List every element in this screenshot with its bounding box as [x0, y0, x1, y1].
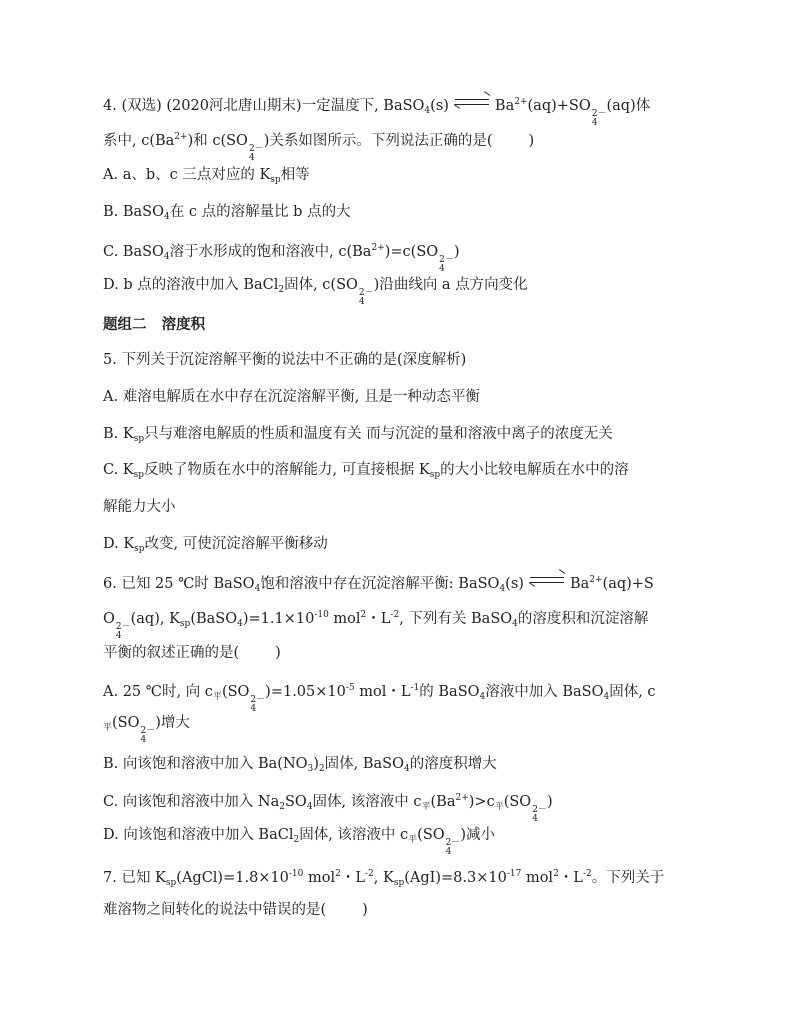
group-heading: 题组二 溶度积 — [103, 317, 206, 333]
q6-option-d: D. 向该饱和溶液中加入 BaCl$_2$固体, 该溶液中 $c_平(SO$ 2－ 4 )减小 — [103, 827, 496, 857]
q6-stem-line3: 平衡的叙述正确的是( ) — [103, 645, 281, 661]
q5-option-d: D. $K_{sp}$改变, 可使沉淀溶解平衡移动 — [103, 536, 328, 554]
equilibrium-arrow-icon — [455, 96, 489, 108]
q6-option-a-cont: $_平$(SO 2－ 4 )增大 — [103, 715, 190, 745]
q6-option-c: C. 向该饱和溶液中加入 $Na_2SO_4$固体, 该溶液中 $c_平(Ba^{2+})>c_平(SO$ 2－ 4 ) — [103, 793, 553, 824]
q4-stem-line2: 系中, $c(Ba^{2+})$和 c(SO 2－ 4 )关系如图所示。下列说法正确的是( ) — [103, 132, 535, 163]
q5-stem: 5. 下列关于沉淀溶解平衡的说法中不正确的是(深度解析) — [103, 352, 467, 368]
q6-stem-line2: O 2－ 4 (aq), $K_{sp}(BaSO_4)=1.1\times 10^{-10}$ mol$^2$・$L^{-2}$, 下列有关 BaSO$_4$的溶度积和沉淀溶解 — [103, 610, 649, 641]
q6-option-b: B. 向该饱和溶液中加入 $Ba(NO_3)_2$固体, BaSO$_4$的溶度积增大 — [103, 756, 497, 774]
q7-stem-line1: 7. 已知 $K_{sp}(AgCl)=1.8\times 10^{-10}$ mol$^2$・$L^{-2}$, $K_{sp}(AgI)=8.3\times 10^{-17}$ mol$^2$・$L^{-2}$。下列关于 — [103, 869, 665, 888]
q5-option-c-cont: 解能力大小 — [103, 499, 176, 515]
q6-stem-line1: 6. 已知 25 ℃时 BaSO$_4$饱和溶液中存在沉淀溶解平衡: BaSO$_4$(s) $Ba^{2+}(aq)+S$ — [103, 570, 734, 599]
q4-stem-line1: 4. (双选) (2020河北唐山期末)一定温度下, BaSO$_4$(s) $Ba^{2+}(aq)+SO$ 2－ 4 (aq)体 — [103, 92, 734, 128]
q5-option-a: A. 难溶电解质在水中存在沉淀溶解平衡, 且是一种动态平衡 — [103, 389, 480, 405]
q7-stem-line2: 难溶物之间转化的说法中错误的是( ) — [103, 902, 368, 918]
q6-option-a: A. 25 ℃时, 向 $c_平(SO$ 2－ 4 )$=1.05\times 10^{-5}$ mol・$L^{-1}$的 BaSO$_4$溶液中加入 BaSO$_4$固体, c — [103, 683, 656, 714]
q4-option-b: B. BaSO$_4$在 c 点的溶解量比 b 点的大 — [103, 204, 351, 222]
q5-option-b: B. $K_{sp}$只与难溶电解质的性质和温度有关 而与沉淀的量和溶液中离子的浓度无关 — [103, 426, 613, 444]
q4-option-a: A. a、b、c 三点对应的 $K_{sp}$相等 — [103, 167, 310, 185]
q5-option-c: C. $K_{sp}$反映了物质在水中的溶解能力, 可直接根据 $K_{sp}$的大小比较电解质在水中的溶 — [103, 462, 629, 480]
equilibrium-arrow-icon — [530, 574, 564, 586]
q4-option-c: C. BaSO$_4$溶于水形成的饱和溶液中, $c(Ba^{2+})=c(SO$ 2－ 4 ) — [103, 243, 460, 274]
q4-option-d: D. b 点的溶液中加入 BaCl$_2$固体, c(SO 2－ 4 )沿曲线向 a 点方向变化 — [103, 277, 528, 307]
